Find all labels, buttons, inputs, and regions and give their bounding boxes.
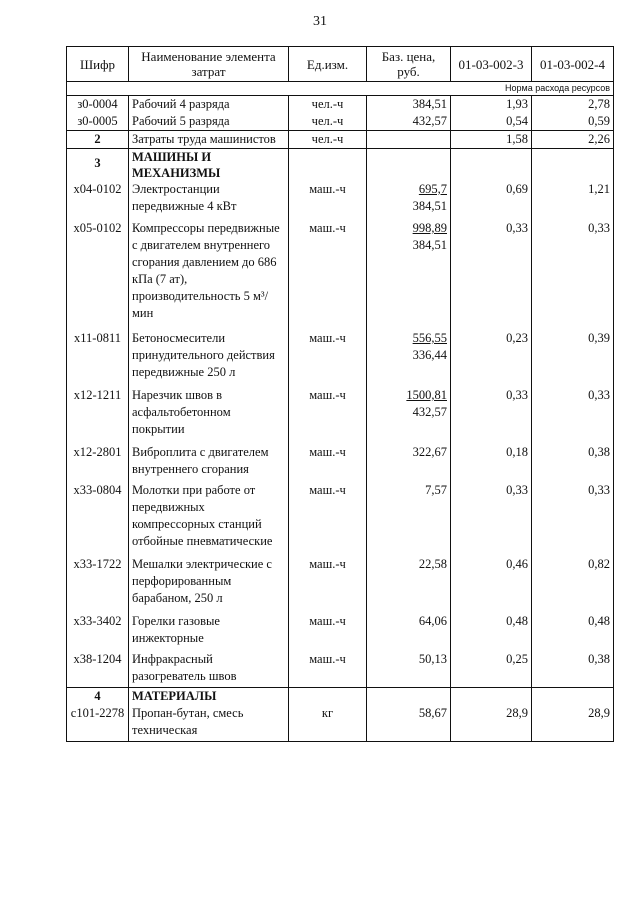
row-name: Компрессоры передвижные с двигателем внутреннего сгорания давлением до 686 кПа (7 ат), производительность 5 м³/мин bbox=[129, 220, 289, 330]
row-unit: чел.-ч bbox=[289, 96, 367, 114]
row-v2: 2,78 bbox=[532, 96, 614, 114]
table-row bbox=[67, 387, 614, 444]
row-code: 2 bbox=[67, 131, 129, 149]
row-unit: маш.-ч bbox=[289, 330, 367, 387]
row-unit: маш.-ч bbox=[289, 220, 367, 330]
row-v2: 0,48 bbox=[532, 613, 614, 651]
table-row bbox=[67, 613, 614, 651]
row-name: Горелки газовые инжекторные bbox=[129, 613, 289, 651]
row-price: 695,7 bbox=[418, 182, 447, 196]
row-name: МАШИНЫ И МЕХАНИЗМЫ bbox=[129, 149, 289, 182]
row-name: Рабочий 4 разряда bbox=[129, 96, 289, 114]
row-v2: 28,9 bbox=[532, 705, 614, 742]
row-code: 4 bbox=[67, 688, 129, 706]
row-v2: 2,26 bbox=[532, 131, 614, 149]
row-v1: 0,33 bbox=[451, 482, 532, 556]
row-unit bbox=[289, 688, 367, 706]
row-price bbox=[367, 131, 451, 149]
row-v2: 0,39 bbox=[532, 330, 614, 387]
table-row bbox=[67, 688, 614, 706]
row-v1: 28,9 bbox=[451, 705, 532, 742]
col-v2-header: 01-03-002-4 bbox=[532, 47, 614, 82]
row-price-sub: 384,51 bbox=[412, 238, 447, 252]
row-price: 22,58 bbox=[367, 556, 451, 613]
row-code: х11-0811 bbox=[67, 330, 129, 387]
row-price: 556,55 bbox=[412, 331, 447, 345]
col-v1-header: 01-03-002-3 bbox=[451, 47, 532, 82]
row-code: х38-1204 bbox=[67, 651, 129, 688]
row-name: Затраты труда машинистов bbox=[129, 131, 289, 149]
row-unit: маш.-ч bbox=[289, 181, 367, 220]
row-v1: 0,46 bbox=[451, 556, 532, 613]
row-name: Рабочий 5 разряда bbox=[129, 113, 289, 131]
row-v2: 0,38 bbox=[532, 651, 614, 688]
row-v1 bbox=[451, 149, 532, 182]
row-v1: 1,58 bbox=[451, 131, 532, 149]
row-price-sub: 336,44 bbox=[412, 348, 447, 362]
row-v1: 0,25 bbox=[451, 651, 532, 688]
row-name: Нарезчик швов в асфальтобетонном покрытии bbox=[129, 387, 289, 444]
row-unit bbox=[289, 149, 367, 182]
row-v2 bbox=[532, 149, 614, 182]
row-v1: 0,18 bbox=[451, 444, 532, 482]
row-unit: маш.-ч bbox=[289, 482, 367, 556]
table-row bbox=[67, 220, 614, 330]
row-price: 998,89 bbox=[412, 221, 447, 235]
row-code: з0-0005 bbox=[67, 113, 129, 131]
norm-label-row bbox=[67, 82, 614, 96]
row-v1 bbox=[451, 688, 532, 706]
row-name: Бетоносмесители принудительного действия передвижные 250 л bbox=[129, 330, 289, 387]
page-number: 31 bbox=[313, 14, 327, 29]
table-row bbox=[67, 444, 614, 482]
header-row bbox=[67, 47, 614, 82]
row-unit: маш.-ч bbox=[289, 651, 367, 688]
col-price-header: Баз. цена, руб. bbox=[367, 47, 451, 82]
row-price: 1500,81 bbox=[406, 388, 447, 402]
row-name: Пропан-бутан, смесь техническая bbox=[129, 705, 289, 742]
row-v2: 0,33 bbox=[532, 387, 614, 444]
row-code: х12-1211 bbox=[67, 387, 129, 444]
row-price: 432,57 bbox=[367, 113, 451, 131]
row-code: з0-0004 bbox=[67, 96, 129, 114]
row-v1: 0,48 bbox=[451, 613, 532, 651]
table-row bbox=[67, 96, 614, 114]
table-row bbox=[67, 482, 614, 556]
row-v1: 0,54 bbox=[451, 113, 532, 131]
resource-table bbox=[66, 46, 614, 742]
row-code: х05-0102 bbox=[67, 220, 129, 330]
row-v1: 0,69 bbox=[451, 181, 532, 220]
table-row bbox=[67, 181, 614, 220]
row-price: 384,51 bbox=[367, 96, 451, 114]
table-row bbox=[67, 131, 614, 149]
row-unit: чел.-ч bbox=[289, 113, 367, 131]
row-code: х33-3402 bbox=[67, 613, 129, 651]
row-v2: 0,59 bbox=[532, 113, 614, 131]
row-name: Электростанции передвижные 4 кВт bbox=[129, 181, 289, 220]
table-row bbox=[67, 705, 614, 742]
row-name: МАТЕРИАЛЫ bbox=[129, 688, 289, 706]
row-name: Молотки при работе от передвижных компрессорных станций отбойные пневматические bbox=[129, 482, 289, 556]
row-unit: чел.-ч bbox=[289, 131, 367, 149]
row-code: х04-0102 bbox=[67, 181, 129, 220]
row-v2 bbox=[532, 688, 614, 706]
row-price bbox=[367, 149, 451, 182]
row-v1: 0,23 bbox=[451, 330, 532, 387]
row-unit: маш.-ч bbox=[289, 444, 367, 482]
table-row bbox=[67, 651, 614, 688]
row-v1: 1,93 bbox=[451, 96, 532, 114]
row-code: 3 bbox=[67, 149, 129, 182]
row-price: 322,67 bbox=[367, 444, 451, 482]
row-code: х33-0804 bbox=[67, 482, 129, 556]
row-code: х12-2801 bbox=[67, 444, 129, 482]
row-name: Мешалки электрические с перфорированным барабаном, 250 л bbox=[129, 556, 289, 613]
row-price-sub: 384,51 bbox=[412, 199, 447, 213]
col-name-header: Наименование элемента затрат bbox=[129, 47, 289, 82]
col-unit-header: Ед.изм. bbox=[289, 47, 367, 82]
row-v1: 0,33 bbox=[451, 387, 532, 444]
table-row bbox=[67, 330, 614, 387]
row-v2: 0,33 bbox=[532, 482, 614, 556]
row-v2: 0,33 bbox=[532, 220, 614, 330]
row-name: Инфракрасный разогреватель швов bbox=[129, 651, 289, 688]
row-price-sub: 432,57 bbox=[412, 405, 447, 419]
row-code: с101-2278 bbox=[67, 705, 129, 742]
row-price: 7,57 bbox=[367, 482, 451, 556]
row-unit: маш.-ч bbox=[289, 387, 367, 444]
row-price: 64,06 bbox=[367, 613, 451, 651]
row-unit: маш.-ч bbox=[289, 556, 367, 613]
row-name: Виброплита с двигателем внутреннего сгорания bbox=[129, 444, 289, 482]
row-unit: кг bbox=[289, 705, 367, 742]
row-v2: 0,38 bbox=[532, 444, 614, 482]
table-row bbox=[67, 149, 614, 182]
row-code: х33-1722 bbox=[67, 556, 129, 613]
table-row bbox=[67, 556, 614, 613]
row-v2: 0,82 bbox=[532, 556, 614, 613]
row-price bbox=[367, 688, 451, 706]
table-row bbox=[67, 113, 614, 131]
row-price: 50,13 bbox=[367, 651, 451, 688]
col-code-header: Шифр bbox=[67, 47, 129, 82]
row-v1: 0,33 bbox=[451, 220, 532, 330]
norm-label: Норма расхода ресурсов bbox=[67, 82, 614, 96]
row-v2: 1,21 bbox=[532, 181, 614, 220]
row-price: 58,67 bbox=[367, 705, 451, 742]
row-unit: маш.-ч bbox=[289, 613, 367, 651]
